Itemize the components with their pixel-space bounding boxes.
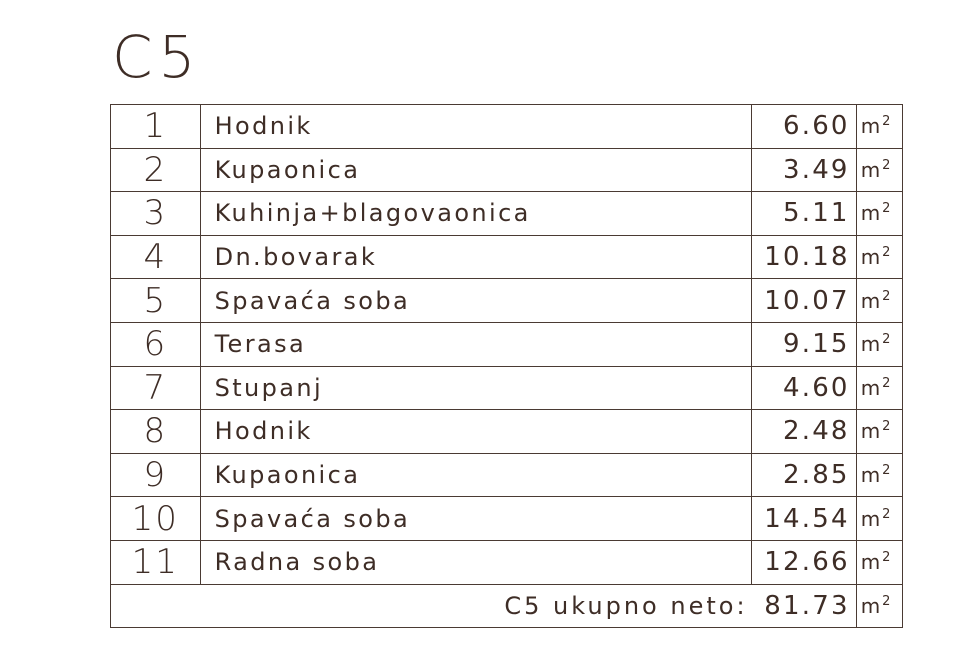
room-name: Dn.bovarak [200,235,751,279]
table-row [111,148,903,192]
room-name: Kupaonica [200,453,751,497]
room-area: 10.07 [752,279,857,323]
room-number: 8 [111,410,201,454]
room-name: Terasa [200,322,751,366]
unit-exponent: 2 [882,593,892,609]
unit-base: m [860,550,882,575]
room-number: 3 [111,192,201,236]
unit-base: m [860,114,882,139]
room-number: 11 [111,540,201,584]
unit-exponent: 2 [882,288,892,304]
unit-exponent: 2 [882,463,892,479]
table-row [111,105,903,149]
area-unit [856,453,902,497]
room-area-table [110,104,903,628]
unit-exponent: 2 [882,375,892,391]
unit-base: m [860,332,882,357]
room-number: 10 [111,497,201,541]
area-unit [856,105,902,149]
room-area: 6.60 [752,105,857,149]
table-row [111,322,903,366]
room-area: 14.54 [752,497,857,541]
unit-base: m [860,463,882,488]
room-area: 5.11 [752,192,857,236]
table-row [111,453,903,497]
area-unit [856,540,902,584]
unit-exponent: 2 [882,332,892,348]
area-unit [856,192,902,236]
room-area: 2.85 [752,453,857,497]
unit-exponent: 2 [882,201,892,217]
table-row [111,497,903,541]
area-unit [856,366,902,410]
room-number: 5 [111,279,201,323]
room-name: Stupanj [200,366,751,410]
room-name: Spavaća soba [200,279,751,323]
room-name: Kupaonica [200,148,751,192]
unit-title: C5 [112,23,202,91]
room-area: 3.49 [752,148,857,192]
table-row [111,410,903,454]
total-label: C5 ukupno neto: [111,584,752,628]
unit-base: m [860,245,882,270]
table-row [111,540,903,584]
total-area: 81.73 [752,584,857,628]
unit-base: m [860,506,882,531]
area-unit [856,235,902,279]
room-area: 9.15 [752,322,857,366]
room-number: 6 [111,322,201,366]
unit-exponent: 2 [882,114,892,130]
room-name: Hodnik [200,410,751,454]
room-name: Spavaća soba [200,497,751,541]
room-area: 2.48 [752,410,857,454]
room-rows [111,105,903,628]
area-unit [856,410,902,454]
room-number: 4 [111,235,201,279]
table-row [111,235,903,279]
unit-base: m [860,593,882,618]
area-unit [856,322,902,366]
room-number: 2 [111,148,201,192]
total-row [111,584,903,628]
unit-exponent: 2 [882,419,892,435]
table-row [111,279,903,323]
unit-base: m [860,201,882,226]
unit-base: m [860,375,882,400]
room-number: 9 [111,453,201,497]
area-unit [856,497,902,541]
table-row [111,366,903,410]
room-area: 4.60 [752,366,857,410]
room-area: 12.66 [752,540,857,584]
unit-exponent: 2 [882,506,892,522]
unit-exponent: 2 [882,550,892,566]
unit-exponent: 2 [882,157,892,173]
area-unit [856,279,902,323]
room-name: Hodnik [200,105,751,149]
unit-base: m [860,157,882,182]
unit-base: m [860,288,882,313]
table-row [111,192,903,236]
room-name: Radna soba [200,540,751,584]
room-number: 1 [111,105,201,149]
unit-exponent: 2 [882,245,892,261]
total-area-unit [856,584,902,628]
unit-base: m [860,419,882,444]
room-area: 10.18 [752,235,857,279]
room-name: Kuhinja+blagovaonica [200,192,751,236]
area-unit [856,148,902,192]
room-number: 7 [111,366,201,410]
